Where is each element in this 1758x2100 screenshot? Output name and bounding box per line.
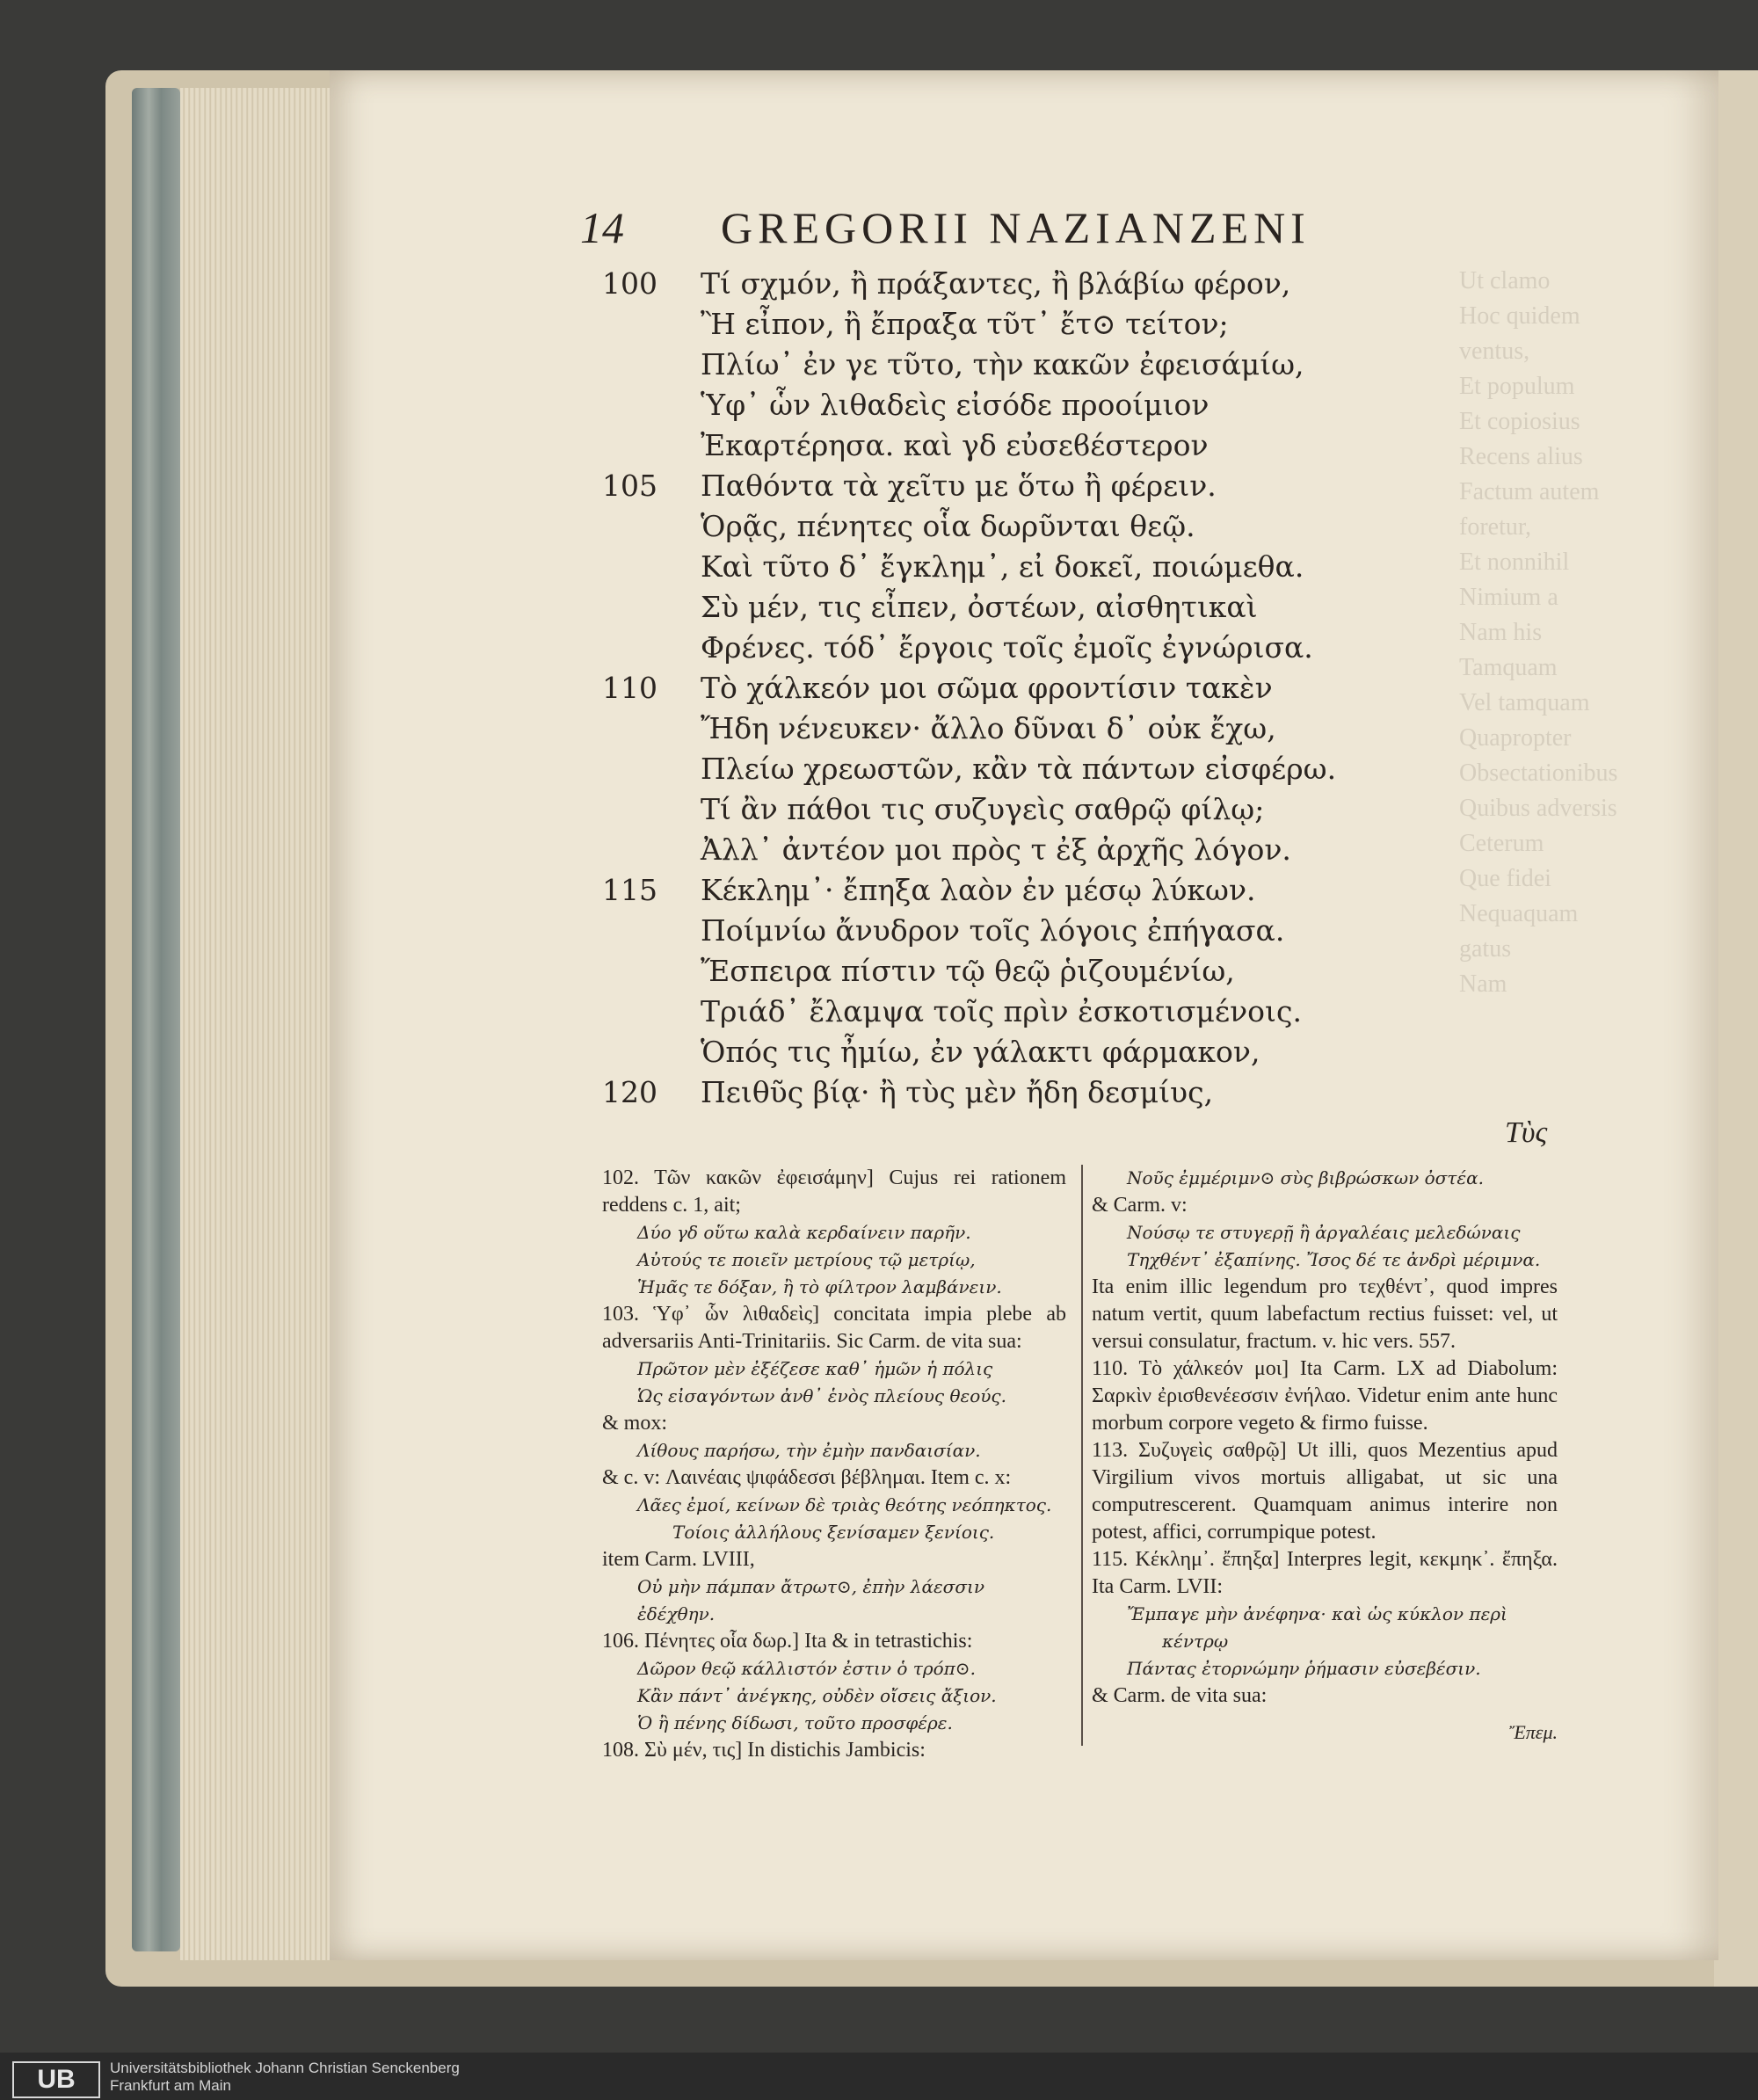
line-text: Ὁρᾷς, πένητες οἷα δωρῦνται θεῷ.: [701, 509, 1195, 543]
poem-line: [602, 749, 1393, 789]
poem-line: [602, 304, 1393, 345]
line-text: Πλίω᾽ ἐν γε τῦτο, τὴν κακῶν ἐφεισάμίω,: [701, 347, 1304, 381]
poem-line: [602, 587, 1393, 628]
footnote-quote: Ὁ ἢ πένης δίδωσι, τοῦτο προσφέρε.: [637, 1712, 953, 1733]
footnote-quote: Αὐτούς τε ποιεῖν μετρίους τῷ μετρίῳ,: [637, 1249, 976, 1270]
footnote: 115. Κέκλημ᾽. ἔπηξα] Interpres legit, κεκμηκ᾽. ἔπηξα. Ita Carm. LVII:: [1092, 1548, 1558, 1598]
poem-line: [602, 466, 1393, 506]
poem-line: [602, 385, 1393, 425]
institution-name: [110, 2060, 460, 2095]
poem-line: [602, 1072, 1393, 1113]
line-text: Ὑφ᾽ ὧν λιθαδεὶς εἰσόδε προοίμιον: [701, 388, 1210, 422]
line-text: Φρένες. τόδ᾽ ἔργοις τοῖς ἐμοῖς ἐγνώρισα.: [701, 630, 1313, 665]
line-text: Τὸ χάλκεόν μοι σῶμα φροντίσιν τακὲν: [701, 671, 1273, 705]
poem-line: [602, 992, 1393, 1032]
footnote-quote: Πάντας ἐτορνώμην ῥήμασιν εὐσεβέσιν.: [1127, 1658, 1481, 1679]
line-text: Ἢ εἶπον, ἢ ἔπραξα τῦτ᾽ ἔτ⊙ τείτον;: [701, 307, 1229, 341]
poem-line: [602, 870, 1393, 911]
poem-line: [602, 789, 1393, 830]
footnote: 108. Σὺ μέν, τις] In distichis Jambicis:: [602, 1739, 926, 1762]
bleed-line: Tamquam: [1459, 654, 1558, 681]
footnote-catchword: Ἔπεμ.: [1508, 1721, 1558, 1743]
poem-line: [602, 911, 1393, 951]
bleed-line: Nequaquam: [1459, 900, 1579, 927]
footnote-quote: Λᾶες ἐμοί, κείνων δὲ τριὰς θεότης νεόπηκτος.: [637, 1494, 1052, 1515]
line-text: Τί ἂν πάθοι τις συζυγεὶς σαθρῷ φίλῳ;: [701, 792, 1265, 826]
line-number: 105: [602, 469, 657, 503]
bleed-line: Nam his: [1459, 619, 1543, 646]
footnotes-right-column: [1081, 1165, 1558, 1746]
line-text: Ἀλλ᾽ ἀντέον μοι πρὸς τ ἐξ ἀρχῆς λόγον.: [701, 832, 1291, 867]
line-number: 120: [602, 1075, 657, 1109]
footnote: item Carm. LVIII,: [602, 1548, 755, 1571]
footnote-quote: Λίθους παρήσω, τὴν ἐμὴν πανδαισίαν.: [637, 1440, 981, 1461]
footnote: & c. v: Λαινέαις ψιφάδεσσι βέβλημαι. Item c. x:: [602, 1466, 1012, 1489]
footnote-quote: Ἔμπαγε μὴν ἀνέφηνα· καὶ ὡς κύκλον περὶ: [1127, 1603, 1507, 1624]
line-text: Πλείω χρεωστῶν, κἂν τὰ πάντων εἰσφέρω.: [701, 752, 1337, 786]
running-title: GREGORII NAZIANZENI: [721, 203, 1311, 252]
footnote-quote: Νούσῳ τε στυγερῇ ἢ ἀργαλέαις μελεδώναις: [1127, 1222, 1521, 1243]
line-text: Παθόντα τὰ χεῖτυ με ὅτω ἢ φέρειν.: [701, 469, 1217, 503]
footnote: 102. Τῶν κακῶν ἐφεισάμην] Cujus rei rationem reddens c. 1, ait;: [602, 1166, 1066, 1217]
poem-line: [602, 668, 1393, 708]
footnote-quote: κέντρῳ: [1162, 1631, 1229, 1652]
line-text: Ὁπός τις ἦμίω, ἐν γάλακτι φάρμακον,: [701, 1035, 1260, 1069]
line-number: 100: [602, 266, 657, 301]
footnote: & mox:: [602, 1412, 668, 1435]
page-header: [580, 202, 1459, 255]
footer-bar: [0, 2053, 1758, 2100]
poem-line: [602, 708, 1393, 749]
footnote-quote: Πρῶτον μὲν ἐξέζεσε καθ᾽ ἡμῶν ἡ πόλις: [637, 1358, 993, 1379]
ub-logo: UB: [12, 2061, 100, 2098]
line-number: 110: [602, 671, 657, 705]
line-number: 115: [602, 873, 657, 907]
institution-line-1: Universitätsbibliothek Johann Christian Senckenberg: [110, 2060, 460, 2076]
institution-line-2: Frankfurt am Main: [110, 2077, 231, 2094]
bleed-line: Vel tamquam: [1459, 689, 1590, 716]
footnote: 106. Πένητες οἷα δωρ.] Ita & in tetrastichis:: [602, 1630, 973, 1653]
poem-line: [602, 1032, 1393, 1072]
poem-line: [602, 425, 1393, 466]
poem-line: [602, 264, 1393, 304]
bleed-line: ventus,: [1459, 338, 1530, 365]
bleed-line: Factum autem: [1459, 478, 1600, 505]
footnotes-left-column: [602, 1165, 1066, 1764]
page-number: 14: [580, 203, 624, 252]
line-text: Ἔσπειρα πίστιν τῷ θεῷ ῥιζουμένίω,: [701, 954, 1235, 988]
footnote-quote: Νοῦς ἐμμέριμν⊙ σὺς βιβρώσκων ὀστέα.: [1127, 1167, 1484, 1188]
footnote-quote: Ὡς εἰσαγόντων ἀνθ᾽ ἑνὸς πλείους θεούς.: [637, 1385, 1006, 1406]
bleed-line: gatus: [1459, 935, 1512, 963]
bleed-line: Et nonnihil: [1459, 549, 1570, 576]
poem-line: [602, 547, 1393, 587]
footnote-quote: Τοίοις ἀλλήλους ξενίσαμεν ξενίοις.: [672, 1522, 995, 1543]
footnote-quote: Δῶρον θεῷ κάλλιστόν ἐστιν ὁ τρόπ⊙.: [637, 1658, 976, 1679]
bleed-line: Quapropter: [1459, 724, 1572, 752]
catchword: Τὺς: [1505, 1116, 1548, 1149]
line-text: Πειθῦς βίᾳ· ἢ τὺς μὲν ἤδη δεσμίυς,: [701, 1075, 1214, 1109]
bleed-line: Hoc quidem: [1459, 302, 1580, 330]
footnotes: [602, 1165, 1562, 1798]
bleed-line: Et copiosius: [1459, 408, 1580, 435]
footnote-quote: Ἡμᾶς τε δόξαν, ἢ τὸ φίλτρον λαμβάνειν.: [637, 1276, 1002, 1297]
bleed-line: Ut clamo: [1459, 267, 1551, 294]
line-text: Κέκλημ᾽· ἔπηξα λαὸν ἐν μέσῳ λύκων.: [701, 873, 1256, 907]
bleed-line: Que fidei: [1459, 865, 1551, 892]
poem-line: [602, 345, 1393, 385]
line-text: Ποίμνίω ἄνυδρον τοῖς λόγοις ἐπήγασα.: [701, 913, 1285, 948]
footnote: 103. Ὑφ᾽ ὧν λιθαδεὶς] concitata impia plebe ab adversariis Anti-Trinitariis. Sic Carm. de vita sua:: [602, 1303, 1066, 1353]
poem-line: [602, 506, 1393, 547]
footnote: Ita enim illic legendum pro τεχθέντ᾽, quod impres natum vertit, quum labefactum rectius fuisset: vel, ut versui consulatur, fractum. v. hic vers. 557.: [1092, 1275, 1558, 1353]
bleed-line: Nimium a: [1459, 584, 1558, 611]
line-text: Τί σχμόν, ἢ πράξαντες, ἢ βλάβίω φέρον,: [701, 266, 1291, 301]
footnote: 113. Συζυγεὶς σαθρῷ] Ut illi, quos Mezentius apud Virgilium vivos mortuis alligabat, ut sic una computrescerent. Quamquam animus interire non potest, affici, corrumpique potest.: [1092, 1439, 1558, 1544]
poem-line: [602, 951, 1393, 992]
footnote-quote: Δύο γδ οὕτω καλὰ κερδαίνειν παρῆν.: [637, 1222, 971, 1243]
poem-text: [602, 264, 1393, 1113]
poem-line: [602, 628, 1393, 668]
bleed-line: Et populum: [1459, 373, 1575, 400]
footnote-quote: Οὐ μὴν πάμπαν ἄτρωτ⊙, ἐπὴν λάεσσιν: [637, 1576, 984, 1597]
footnote-quote: ἐδέχθην.: [637, 1603, 716, 1624]
line-text: Ἐκαρτέρησα. καὶ γδ εὐσεϐέστερον: [701, 428, 1209, 462]
line-text: Σὺ μέν, τις εἶπεν, ὀστέων, αἰσθητικαὶ: [701, 590, 1258, 624]
bleed-line: Obsectationibus: [1459, 759, 1618, 787]
footnote: & Carm. de vita sua:: [1092, 1684, 1268, 1707]
bleed-line: Quibus adversis: [1459, 795, 1617, 822]
line-text: Ἤδη νένευκεν· ἄλλο δῦναι δ᾽ οὐκ ἔχω,: [701, 711, 1276, 745]
footnote: 110. Τὸ χάλκεόν μοι] Ita Carm. LX ad Diabolum: Σαρκὶν ἐρισθενέεσσιν ἐνήλαο. Videtur enim ante hunc morbum corpore vegeto & firmo fuisse.: [1092, 1357, 1558, 1435]
bleed-line: Recens alius: [1459, 443, 1583, 470]
bleed-line: Nam: [1459, 970, 1507, 998]
book-edge: [132, 88, 180, 1951]
facing-page-edge: [1714, 70, 1758, 1987]
line-text: Τριάδ᾽ ἔλαμψα τοῖς πρὶν ἐσκοτισμένοις.: [701, 994, 1302, 1028]
page-stack: [180, 88, 334, 1960]
line-text: Καὶ τῦτο δ᾽ ἔγκλημ᾽, εἰ δοκεῖ, ποιώμεθα.: [701, 549, 1304, 584]
footnote-quote: Κἂν πάντ᾽ ἀνέγκης, οὐδὲν οἴσεις ἄξιον.: [637, 1685, 997, 1706]
bleed-line: foretur,: [1459, 513, 1532, 541]
bleed-through-text: [1459, 264, 1688, 1319]
footnote: & Carm. v:: [1092, 1194, 1188, 1217]
bleed-line: Ceterum: [1459, 830, 1544, 857]
footnote-quote: Τηχθέντ᾽ ἐξαπίνης. Ἴσος δέ τε ἀνδρὶ μέριμνα.: [1127, 1249, 1541, 1270]
poem-line: [602, 830, 1393, 870]
